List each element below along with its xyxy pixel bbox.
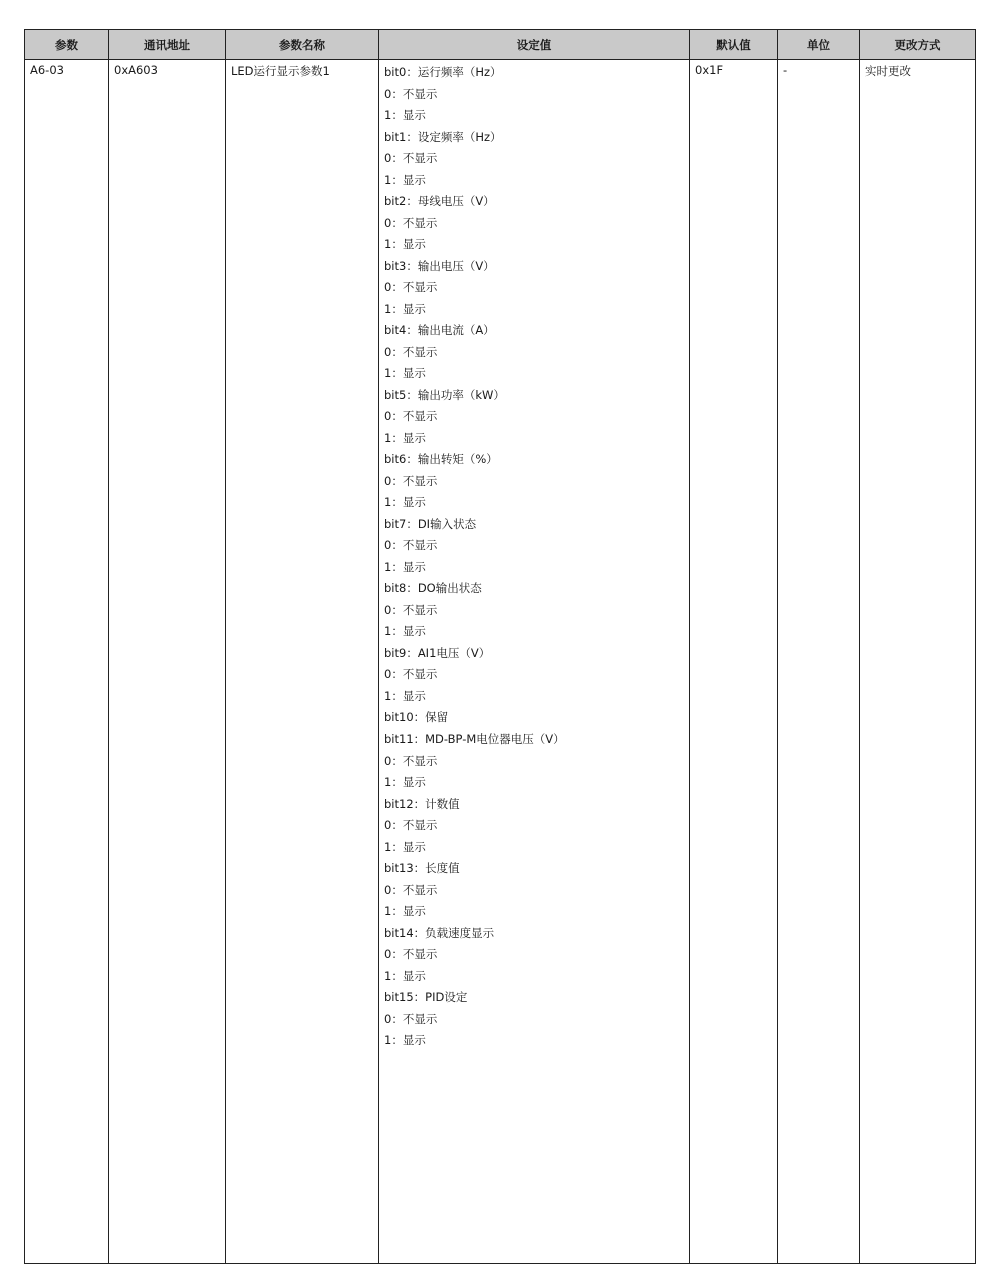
header-name: 参数名称	[226, 30, 379, 60]
setting-line: bit11：MD-BP-M电位器电压（V）	[384, 731, 565, 746]
table-header	[25, 30, 976, 60]
setting-line: bit13：长度值	[384, 861, 460, 876]
setting-line: 0：不显示	[384, 409, 438, 424]
setting-line: 1：显示	[384, 301, 426, 316]
setting-line: 1：显示	[384, 968, 426, 983]
setting-line: 1：显示	[384, 172, 426, 187]
setting-line: 1：显示	[384, 559, 426, 574]
setting-line: bit5：输出功率（kW）	[384, 387, 505, 402]
setting-line: 0：不显示	[384, 344, 438, 359]
parameter-table	[24, 29, 976, 1264]
setting-line: 1：显示	[384, 688, 426, 703]
setting-line: 0：不显示	[384, 1011, 438, 1026]
setting-line: 0：不显示	[384, 947, 438, 962]
setting-line: 0：不显示	[384, 602, 438, 617]
setting-line: bit3：输出电压（V）	[384, 258, 495, 273]
address-cell: 0xA603	[109, 60, 226, 1264]
setting-list	[384, 60, 689, 1054]
setting-line: 1：显示	[384, 108, 426, 123]
setting-line: bit12：计数值	[384, 796, 460, 811]
setting-line: 1：显示	[384, 237, 426, 252]
header-default: 默认值	[690, 30, 778, 60]
setting-line: 0：不显示	[384, 538, 438, 553]
setting-line: 1：显示	[384, 366, 426, 381]
header-unit: 单位	[778, 30, 860, 60]
setting-line: 0：不显示	[384, 753, 438, 768]
setting-line: 0：不显示	[384, 215, 438, 230]
setting-line: 1：显示	[384, 1033, 426, 1048]
setting-line: 1：显示	[384, 839, 426, 854]
setting-line: 0：不显示	[384, 818, 438, 833]
header-setting: 设定值	[379, 30, 690, 60]
setting-line: bit2：母线电压（V）	[384, 194, 495, 209]
setting-line: bit0：运行频率（Hz）	[384, 65, 502, 79]
setting-line: bit7：DI输入状态	[384, 516, 477, 531]
header-change-mode: 更改方式	[860, 30, 976, 60]
setting-line: 1：显示	[384, 624, 426, 639]
setting-line: 0：不显示	[384, 667, 438, 682]
setting-line: bit8：DO输出状态	[384, 581, 482, 596]
setting-line: 1：显示	[384, 775, 426, 790]
setting-line: bit15：PID设定	[384, 990, 468, 1005]
setting-line: bit9：AI1电压（V）	[384, 645, 491, 660]
header-row	[25, 30, 976, 60]
param-cell: A6-03	[25, 60, 109, 1264]
setting-line: 0：不显示	[384, 882, 438, 897]
setting-line: bit4：输出电流（A）	[384, 323, 495, 338]
setting-line: 1：显示	[384, 430, 426, 445]
name-cell: LED运行显示参数1	[226, 60, 379, 1264]
setting-line: bit10：保留	[384, 710, 449, 725]
setting-line: 0：不显示	[384, 280, 438, 295]
setting-cell	[379, 60, 690, 1264]
default-cell: 0x1F	[690, 60, 778, 1264]
unit-cell: -	[778, 60, 860, 1264]
header-param: 参数	[25, 30, 109, 60]
setting-line: 0：不显示	[384, 151, 438, 166]
setting-line: 1：显示	[384, 495, 426, 510]
setting-line: 1：显示	[384, 904, 426, 919]
setting-line: bit1：设定频率（Hz）	[384, 129, 502, 144]
header-address: 通讯地址	[109, 30, 226, 60]
table-row	[25, 60, 976, 1264]
setting-line: 0：不显示	[384, 473, 438, 488]
change-mode-cell: 实时更改	[860, 60, 976, 1264]
setting-line: bit14：负载速度显示	[384, 925, 495, 940]
setting-line: 0：不显示	[384, 86, 438, 101]
setting-line: bit6：输出转矩（%）	[384, 452, 498, 467]
